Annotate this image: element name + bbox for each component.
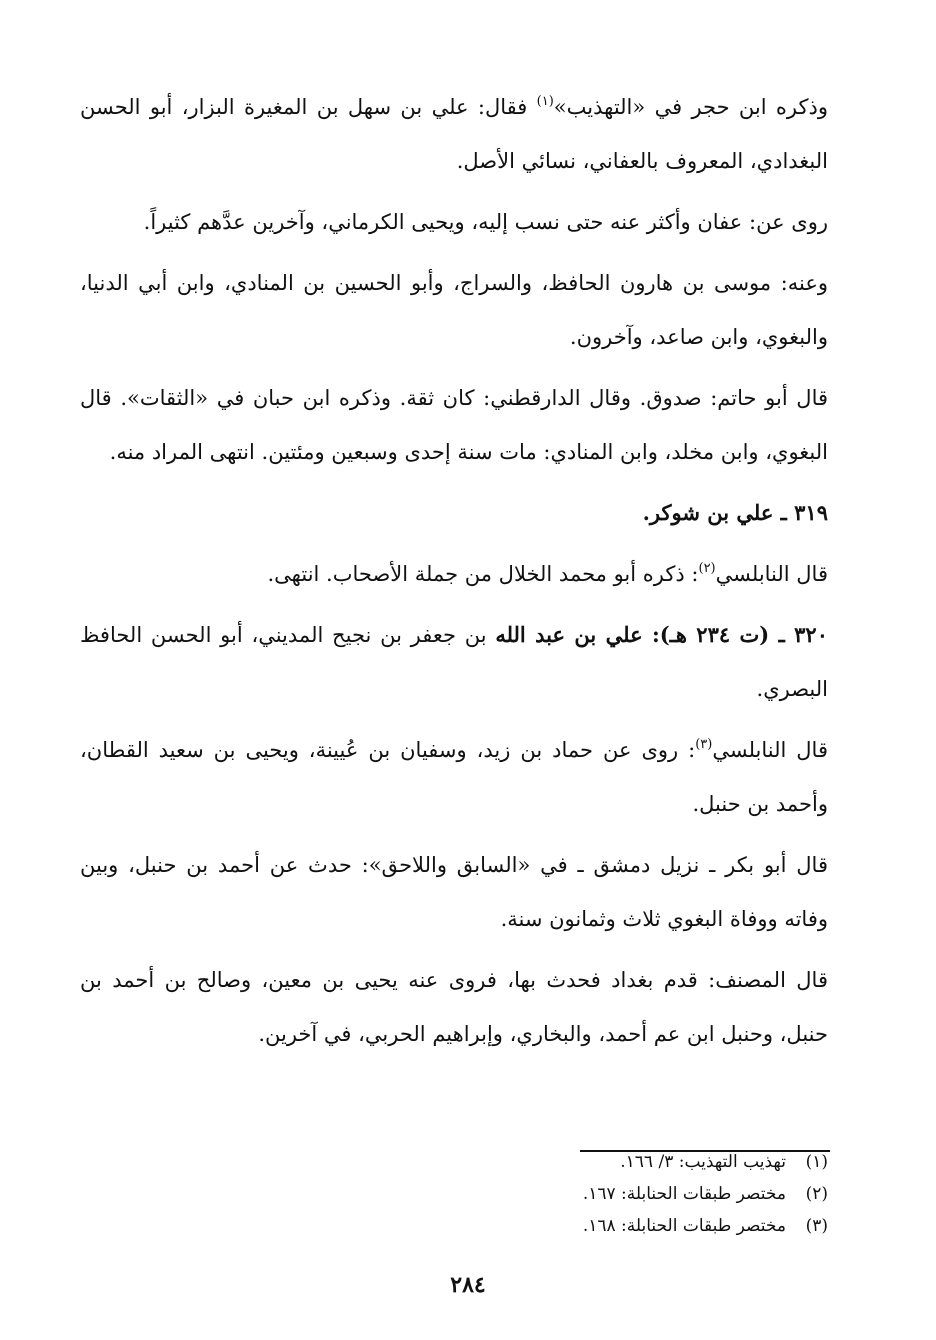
footnote-text: مختصر طبقات الحنابلة: ١٦٧. [582, 1184, 786, 1204]
paragraph-text: روى عن: عفان وأكثر عنه حتى نسب إليه، ويحيى الكرماني، وآخرين عدَّهم كثيراً. [143, 210, 828, 234]
paragraph-narrated-from [80, 195, 828, 249]
entry-heading-text: ٣٢٠ ـ (ت ٢٣٤ هـ): علي بن عبد الله [495, 622, 828, 647]
footnote-number: (٣) [805, 1216, 828, 1236]
paragraph-ibn-hajar [80, 80, 828, 188]
entry-heading-text: ٣١٩ ـ علي بن شوكر. [642, 500, 828, 525]
footnote-item [80, 1210, 828, 1242]
paragraph-text: : ذكره أبو محمد الخلال من جملة الأصحاب. انتهى. [267, 562, 699, 586]
paragraph-text: قال المصنف: قدم بغداد فحدث بها، فروى عنه يحيى بن معين، وصالح بن أحمد بن حنبل، وحنبل ابن عم أحمد، والبخاري، وإبراهيم الحربي، في آخرين. [80, 968, 828, 1046]
footnote-number: (٢) [805, 1184, 828, 1204]
paragraph-abu-bakr [80, 838, 828, 946]
footnotes [80, 1146, 828, 1242]
footnote-item [80, 1146, 828, 1178]
paragraph-gradings [80, 371, 828, 479]
paragraph-author [80, 953, 828, 1061]
paragraph-nabulsi-320 [80, 723, 828, 831]
footnote-ref-2[interactable]: (٢) [698, 561, 716, 576]
paragraph-text: : روى عن حماد بن زيد، وسفيان بن عُيينة، ويحيى بن سعيد القطان، وأحمد بن حنبل. [80, 738, 828, 816]
entry-heading-320 [80, 608, 828, 716]
paragraph-text: قال النابلسي [715, 562, 828, 586]
entry-heading-319 [80, 486, 828, 540]
paragraph-text: بن جعفر بن نجيح المديني، أبو الحسن الحافظ البصري. [80, 623, 828, 701]
paragraph-text: قال أبو بكر ـ نزيل دمشق ـ في «السابق واللاحق»: حدث عن أحمد بن حنبل، وبين وفاته ووفاة البغوي ثلاث وثمانون سنة. [80, 853, 828, 931]
paragraph-nabulsi-319 [80, 547, 828, 601]
paragraph-text: قال النابلسي [712, 738, 828, 762]
footnote-item [80, 1178, 828, 1210]
paragraph-text: وذكره ابن حجر في «التهذيب» [553, 95, 828, 119]
paragraph-narrators [80, 256, 828, 364]
footnote-ref-3[interactable]: (٣) [695, 737, 713, 752]
paragraph-text: قال أبو حاتم: صدوق. وقال الدارقطني: كان ثقة. وذكره ابن حبان في «الثقات». قال البغوي، وابن مخلد، وابن المنادي: مات سنة إحدى وسبعين ومئتين. انتهى المراد منه. [80, 386, 828, 464]
footnote-text: مختصر طبقات الحنابلة: ١٦٨. [582, 1216, 786, 1236]
paragraph-text: وعنه: موسى بن هارون الحافظ، والسراج، وأبو الحسين بن المنادي، وابن أبي الدنيا، والبغوي، وابن صاعد، وآخرون. [80, 271, 828, 349]
paragraph-text: فقال: علي بن سهل بن المغيرة البزار، أبو الحسن البغدادي، المعروف بالعفاني، نسائي الأصل. [80, 95, 828, 173]
page-number: ٢٨٤ [450, 1272, 486, 1298]
footnote-number: (١) [805, 1152, 828, 1172]
footnote-text: تهذيب التهذيب: ٣/ ١٦٦. [620, 1152, 786, 1172]
footnote-ref-1[interactable]: (١) [536, 94, 554, 109]
